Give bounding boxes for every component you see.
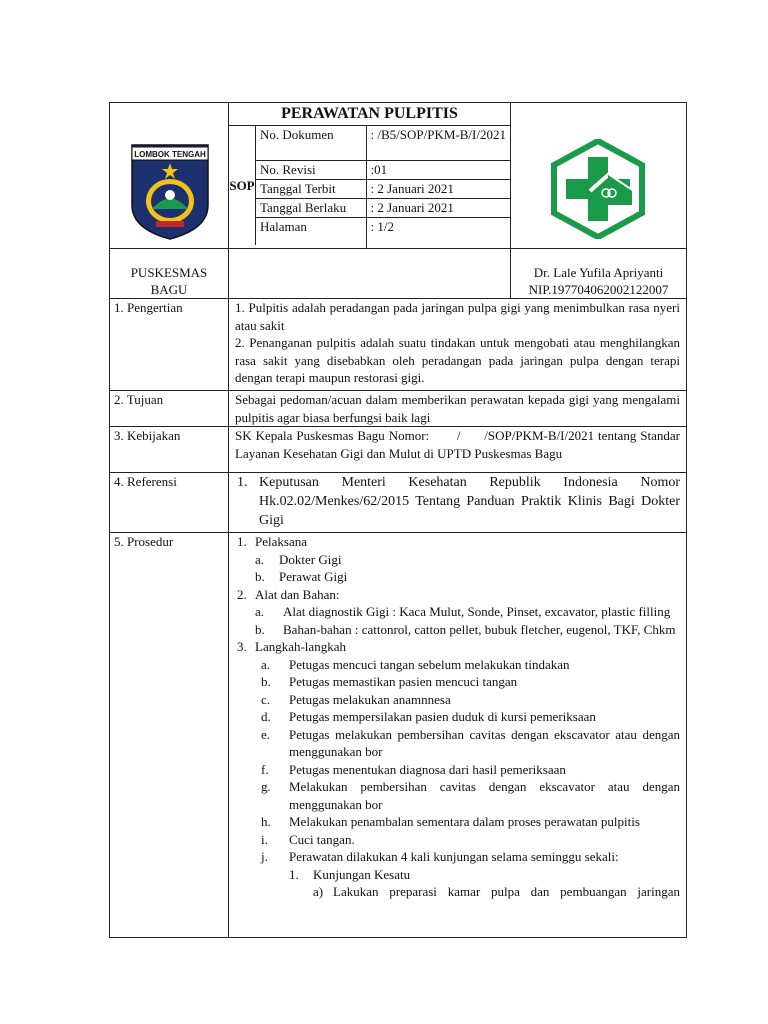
langkah-item — [237, 673, 680, 691]
list-text: Cuci tangan. — [289, 831, 355, 847]
list-text: Petugas menentukan diagnosa dari hasil pemeriksaan — [289, 761, 566, 777]
list-marker: j. — [261, 849, 268, 864]
kunjungan-item — [237, 883, 680, 901]
meta-value-dokumen: : /B5/SOP/PKM-B/I/2021 — [366, 126, 510, 160]
langkah-item — [237, 848, 680, 866]
list-text: Petugas memastikan pasien mencuci tangan — [289, 674, 518, 689]
list-marker: a) — [313, 884, 324, 899]
pelaksana-item — [237, 551, 680, 569]
sop-table — [109, 102, 687, 938]
list-marker: d. — [261, 709, 271, 724]
list-marker: b. — [261, 674, 271, 689]
meta-label-halaman: Halaman — [256, 217, 366, 248]
alat-item — [237, 621, 680, 639]
lombok-tengah-logo — [130, 143, 210, 241]
sop-document — [109, 102, 686, 935]
alat-title: Alat dan Bahan: — [255, 586, 340, 602]
label-tujuan: 2. Tujuan — [110, 391, 229, 427]
label-referensi: 4. Referensi — [110, 473, 229, 533]
list-marker: h. — [261, 814, 271, 829]
sop-label: SOP — [229, 126, 256, 245]
langkah-item — [237, 778, 680, 813]
langkah-heading — [237, 638, 680, 656]
page-title: PERAWATAN PULPITIS — [229, 103, 510, 126]
langkah-item — [237, 691, 680, 709]
kebijakan-text: SK Kepala Puskesmas Bagu Nomor: / /SOP/PKM-B/I/2021 tentang Standar Layanan Kesehatan Gigi dan Mulut di UPTD Puskesmas Bagu — [229, 427, 687, 473]
meta-label-terbit: Tanggal Terbit — [256, 179, 366, 198]
meta-table — [256, 126, 510, 248]
alat-num: 2. — [237, 586, 247, 602]
title-meta-cell — [229, 103, 511, 249]
pengertian-body — [229, 299, 687, 391]
list-marker: b. — [255, 621, 265, 637]
meta-value-revisi: :01 — [366, 160, 510, 179]
list-text: Alat diagnostik Gigi : Kaca Mulut, Sonde, Pinset, excavator, plastic filling — [283, 604, 671, 619]
referensi-text: Keputusan Menteri Kesehatan Republik Indonesia Nomor Hk.02.02/Menkes/62/2015 Tentang Panduan Praktik Klinis Bagi Dokter Gigi — [259, 475, 680, 528]
label-kebijakan: 3. Kebijakan — [110, 427, 229, 473]
logo-left-text: LOMBOK TENGAH — [134, 150, 206, 159]
kunjungan-title: Kunjungan Kesatu — [313, 866, 411, 882]
referensi-num: 1. — [237, 475, 248, 490]
label-prosedur: 5. Prosedur — [110, 533, 229, 938]
list-marker: i. — [261, 831, 268, 847]
list-text: Petugas melakukan pembersihan cavitas dengan ekscavator atau dengan menggunakan bor — [289, 726, 680, 759]
list-text: Melakukan penambalan sementara dalam proses perawatan pulpitis — [289, 814, 640, 829]
label-pengertian: 1. Pengertian — [110, 299, 229, 391]
meta-label-berlaku: Tanggal Berlaku — [256, 198, 366, 217]
list-marker: b. — [255, 569, 265, 584]
tujuan-text: Sebagai pedoman/acuan dalam memberikan perawatan kepada gigi yang mengalami pulpitis agar biasa berfungsi baik lagi — [229, 391, 687, 427]
alat-heading — [237, 586, 680, 604]
list-marker: c. — [261, 691, 271, 707]
langkah-item — [237, 761, 680, 779]
list-text: Dokter Gigi — [279, 551, 342, 567]
langkah-item — [237, 708, 680, 726]
list-marker: a. — [255, 604, 265, 619]
list-marker: a. — [255, 551, 265, 567]
list-text: Petugas melakukan anamnnesa — [289, 691, 451, 707]
referensi-body — [229, 473, 687, 533]
langkah-item — [237, 831, 680, 849]
pengertian-item-2: 2. Penanganan pulpitis adalah suatu tindakan untuk mengobati atau menghilangkan rasa sakit yang disebabkan oleh peradangan pada jaringan pulpa dengan terapi dengan terapi maupun restorasi gigi. — [235, 335, 680, 385]
meta-value-terbit: : 2 Januari 2021 — [366, 179, 510, 198]
signer-nip: NIP.197704062002122007 — [528, 282, 669, 297]
pengertian-item-1: 1. Pulpitis adalah peradangan pada jaringan pulpa gigi yang menimbulkan rasa nyeri atau sakit — [235, 300, 680, 333]
langkah-title: Langkah-langkah — [255, 639, 346, 654]
pelaksana-title: Pelaksana — [255, 534, 307, 549]
list-marker: f. — [261, 761, 269, 777]
kunjungan-num: 1. — [289, 866, 299, 882]
list-text: Lakukan preparasi kamar pulpa dan pembuangan jaringan — [333, 884, 680, 899]
meta-value-berlaku: : 2 Januari 2021 — [366, 198, 510, 217]
kunjungan-heading — [237, 866, 680, 884]
langkah-item — [237, 656, 680, 674]
list-text: Perawatan dilakukan 4 kali kunjungan selama seminggu sekali: — [289, 849, 619, 864]
pelaksana-heading — [237, 533, 680, 551]
org-cell — [110, 249, 229, 299]
langkah-num: 3. — [237, 639, 247, 654]
blank-cell — [229, 249, 511, 299]
langkah-item — [237, 813, 680, 831]
pelaksana-item — [237, 568, 680, 586]
alat-item — [237, 603, 680, 621]
list-text: Bahan-bahan : cattonrol, catton pellet, bubuk fletcher, eugenol, TKF, Chkm — [283, 621, 676, 637]
list-marker: e. — [261, 726, 271, 742]
signer-name: Dr. Lale Yufila Apriyanti — [533, 265, 664, 280]
list-marker: a. — [261, 656, 271, 672]
list-text: Petugas mempersilakan pasien duduk di kursi pemeriksaan — [289, 709, 596, 724]
list-marker: g. — [261, 779, 271, 794]
langkah-item — [237, 726, 680, 761]
logo-cell-right — [511, 103, 687, 249]
logo-cell-left — [110, 103, 229, 249]
prosedur-body — [229, 533, 687, 938]
langkah-list — [237, 656, 680, 866]
list-text: Perawat Gigi — [279, 569, 348, 584]
list-text: Petugas mencuci tangan sebelum melakukan tindakan — [289, 656, 570, 672]
meta-label-revisi: No. Revisi — [256, 160, 366, 179]
list-text: Melakukan pembersihan cavitas dengan ekscavator atau dengan menggunakan bor — [289, 779, 680, 812]
meta-value-halaman: : 1/2 — [366, 217, 510, 248]
pelaksana-num: 1. — [237, 534, 247, 549]
signer-cell — [511, 249, 687, 299]
puskesmas-logo — [550, 139, 646, 239]
meta-label-dokumen: No. Dokumen — [256, 126, 366, 160]
org-name: PUSKESMAS BAGU — [130, 265, 208, 297]
